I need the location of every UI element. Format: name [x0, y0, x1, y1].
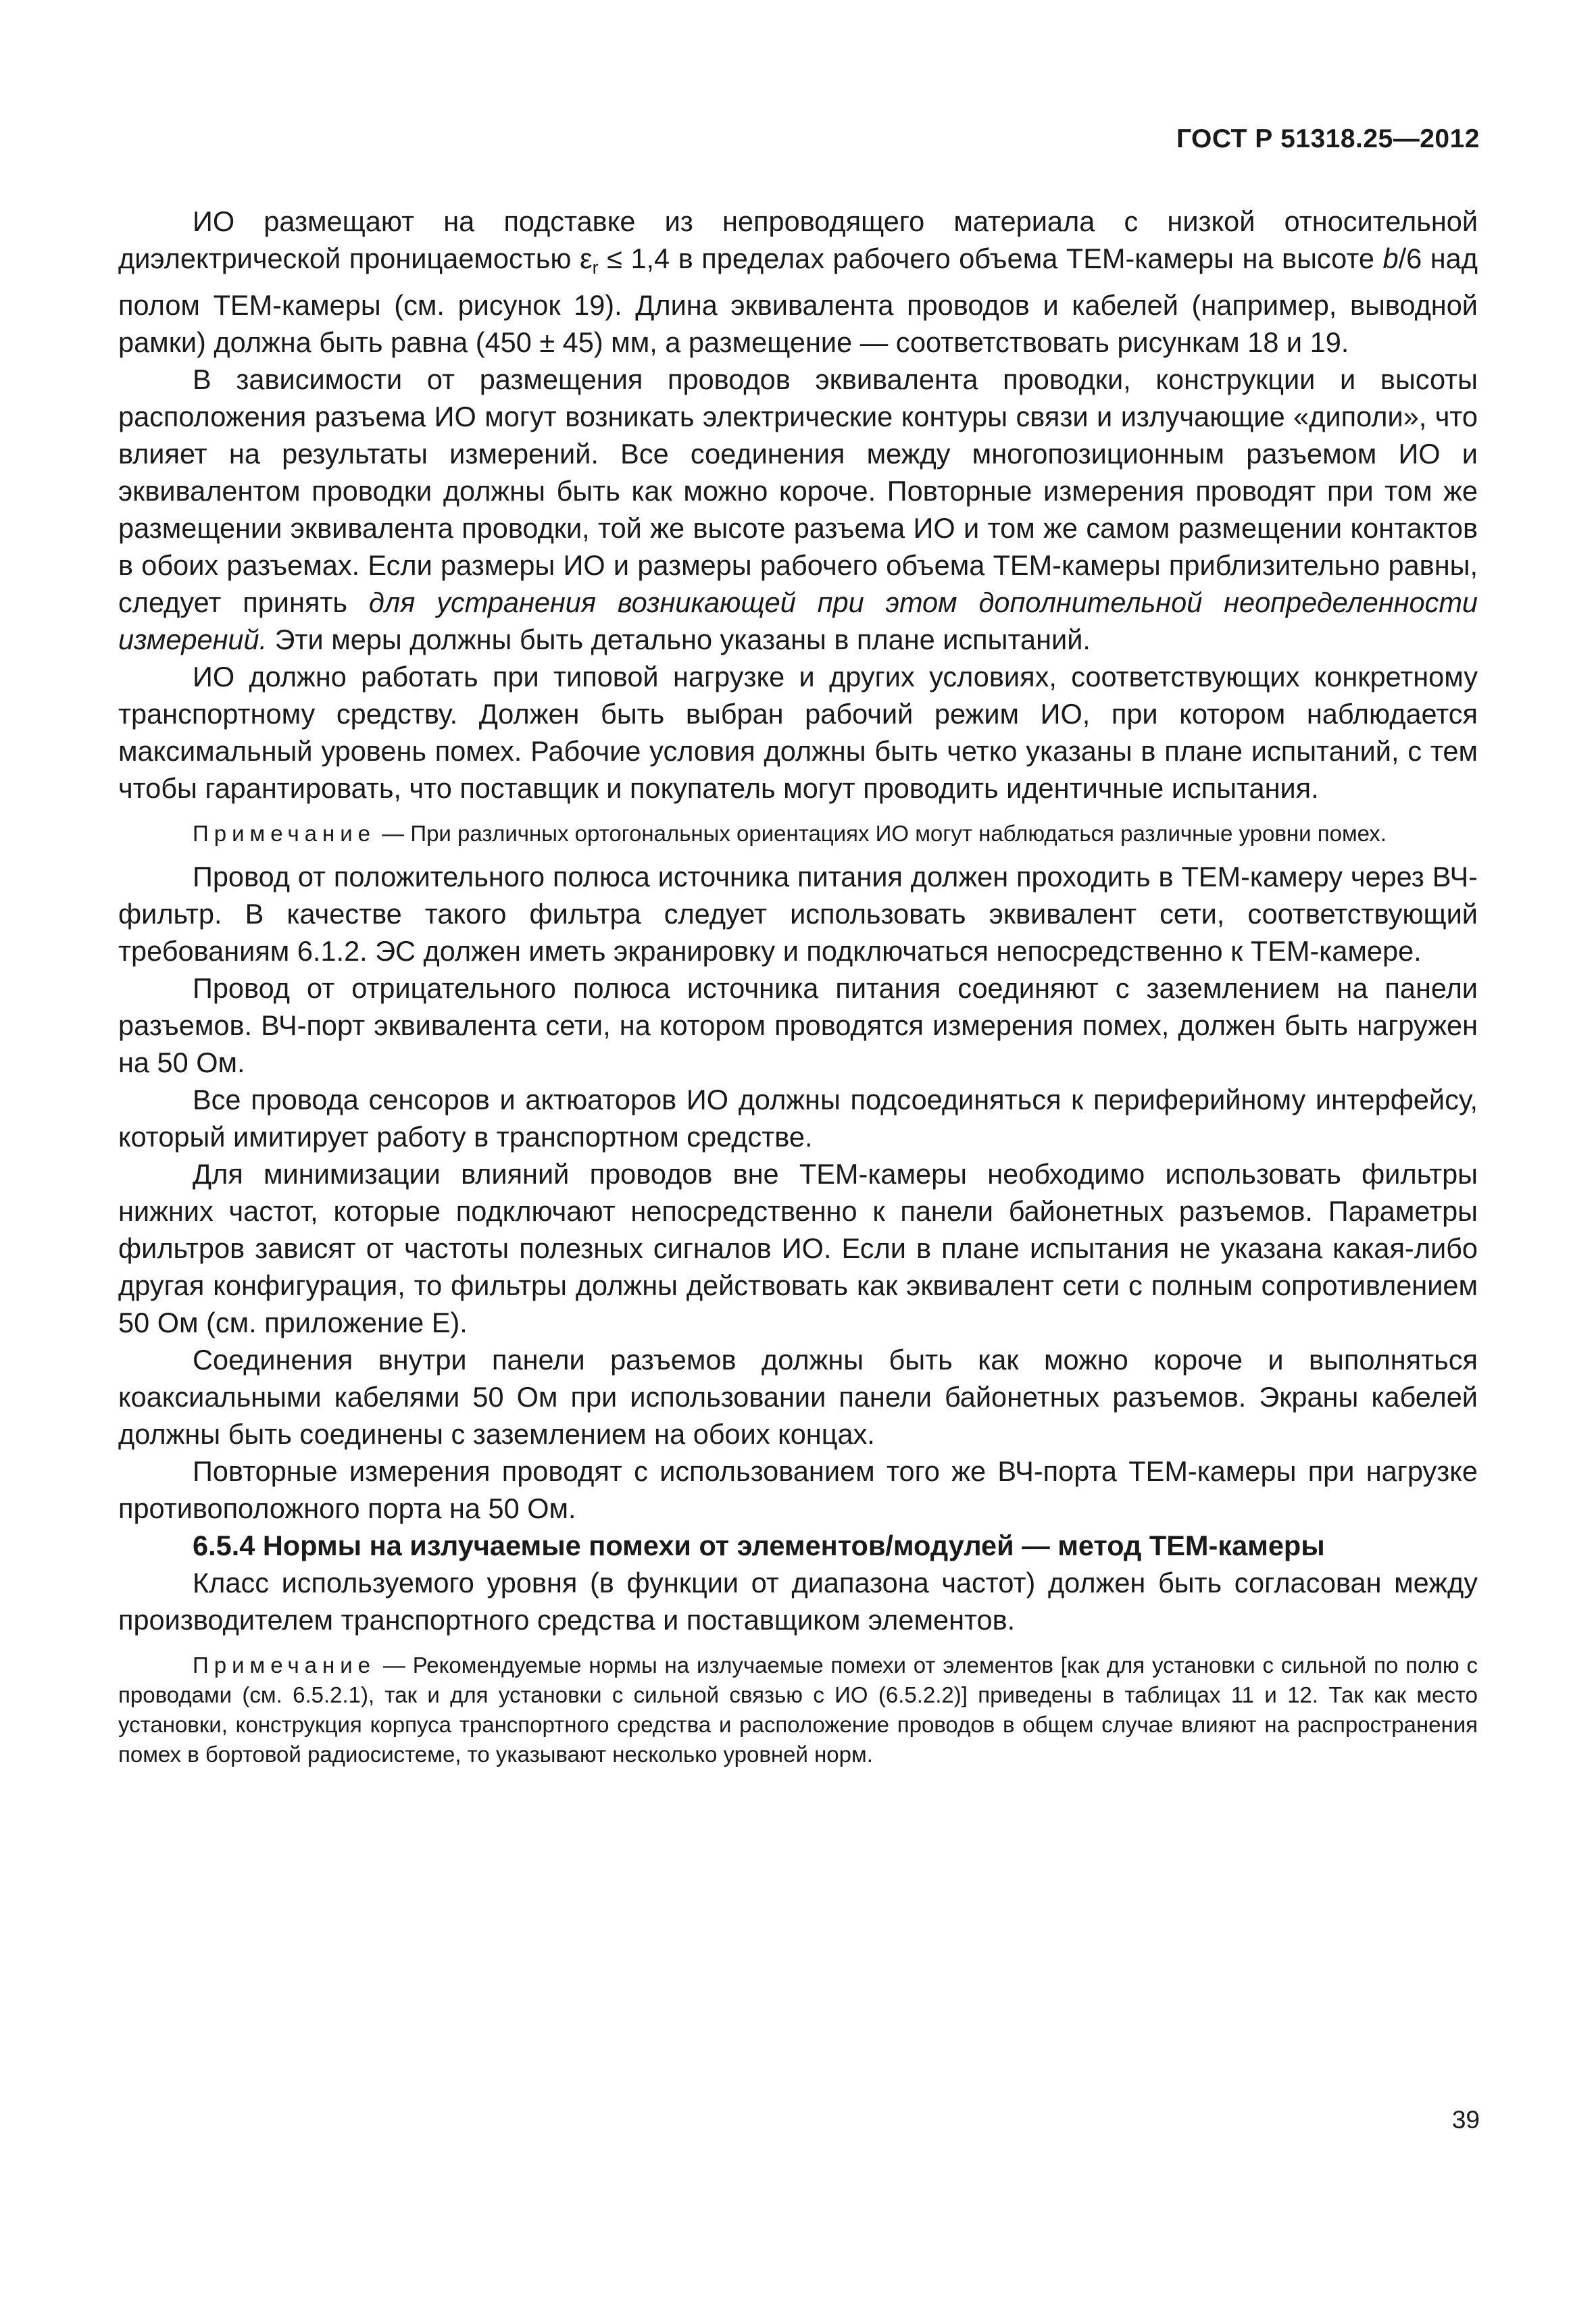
text-run: ИО размещают на подставке из непроводящего материала с низкой относительной диэлектрической проницаемостью ε: [118, 205, 1478, 274]
italic-phrase: для устранения возникающей при этом дополнительной неопределенности измерений.: [118, 586, 1478, 656]
paragraph-wiring-dependence: [118, 361, 1478, 658]
text-run: Эти меры должны быть детально указаны в плане испытаний.: [267, 624, 1091, 656]
paragraph-positive-lead: Провод от положительного полюса источника питания должен проходить в ТЕМ-камеру через ВЧ-фильтр. В качестве такого фильтра следует использовать эквивалент сети, соответствующий требованиям 6.1.2. ЭС должен иметь экранировку и подключаться непосредственно к ТЕМ-камере.: [118, 861, 1478, 967]
page-number: 39: [1451, 2106, 1480, 2134]
paragraph-level-class: Класс используемого уровня (в функции от диапазона частот) должен быть согласован между производителем транспортного средства и поставщиком элементов.: [118, 1567, 1478, 1636]
paragraph-operating-load: ИО должно работать при типовой нагрузке и других условиях, соответствующих конкретному транспортному средству. Должен быть выбран рабочий режим ИО, при котором наблюдается максимальный уровень помех. Рабочие условия должны быть четко указаны в плане испытаний, с тем чтобы гарантировать, что поставщик и покупатель могут проводить идентичные испытания.: [118, 661, 1478, 805]
note-lead: Примечание: [193, 821, 376, 847]
paragraph-lowpass-filters: Для минимизации влияний проводов вне ТЕМ-камеры необходимо использовать фильтры нижних частот, которые подключают непосредственно к панели байонетных разъемов. Параметры фильтров зависят от частоты полезных сигналов ИО. Если в плане испытания не указана какая-либо другая конфигурация, то фильтры должны действовать как эквивалент сети с полным сопротивлением 50 Ом (см. приложение Е).: [118, 1158, 1478, 1339]
subscript-r: r: [592, 257, 599, 278]
note-recommended-limits: [118, 1651, 1478, 1769]
text-run: /6 над полом ТЕМ-камеры (см. рисунок 19). Длина эквивалента проводов и кабелей (например, выводной рамки) должна быть равна (450 ± 45) мм, а размещение — соответствовать рисункам 18 и 19.: [118, 243, 1478, 359]
document-standard-code: ГОСТ Р 51318.25—2012: [1176, 124, 1480, 153]
note-orientation: [118, 819, 1478, 849]
paragraph-placement: [118, 203, 1478, 361]
paragraph-sensor-wires: Все провода сенсоров и актюаторов ИО должны подсоединяться к периферийному интерфейсу, который имитирует работу в транспортном средстве.: [118, 1084, 1478, 1153]
text-run: ≤ 1,4 в пределах рабочего объема ТЕМ-камеры на высоте: [598, 243, 1383, 274]
paragraph-connector-panel: Соединения внутри панели разъемов должны быть как можно короче и выполняться коаксиальными кабелями 50 Ом при использовании панели байонетных разъемов. Экраны кабелей должны быть соединены с заземлением на обоих концах.: [118, 1344, 1478, 1451]
note-lead: Примечание: [193, 1653, 376, 1678]
text-run: В зависимости от размещения проводов эквивалента проводки, конструкции и высоты расположения разъема ИО могут возникать электрические контуры связи и излучающие «диполи», что влияет на результаты измерений. Все соединения между многопозиционным разъемом ИО и эквивалентом проводки должны быть как можно короче. Повторные измерения проводят при том же размещении эквивалента проводки, той же высоте разъема ИО и том же самом размещении контактов в обоих разъемах. Если размеры ИО и размеры рабочего объема ТЕМ-камеры приблизительно равны, следует принять: [118, 363, 1478, 619]
note-text: — При различных ортогональных ориентациях ИО могут наблюдаться различные уровни помех.: [376, 821, 1387, 847]
paragraph-repeat-measurements: Повторные измерения проводят с использованием того же ВЧ-порта ТЕМ-камеры при нагрузке противоположного порта на 50 Ом.: [118, 1455, 1478, 1525]
italic-b: b: [1382, 243, 1399, 274]
document-body: [118, 203, 1478, 1769]
note-text: — Рекомендуемые нормы на излучаемые помехи от элементов [как для установки с сильной по полю с проводами (см. 6.5.2.1), так и для установки с сильной связью с ИО (6.5.2.2)] приведены в таблицах 11 и 12. Так как место установки, конструкция корпуса транспортного средства и расположение проводов в общем случае влияют на распространения помех в бортовой радиосистеме, то указывают несколько уровней норм.: [118, 1653, 1478, 1767]
paragraph-negative-lead: Провод от отрицательного полюса источника питания соединяют с заземлением на панели разъемов. ВЧ-порт эквивалента сети, на котором проводятся измерения помех, должен быть нагружен на 50 Ом.: [118, 972, 1478, 1079]
section-heading-6-5-4: 6.5.4 Нормы на излучаемые помехи от элементов/модулей — метод ТЕМ-камеры: [193, 1530, 1325, 1562]
